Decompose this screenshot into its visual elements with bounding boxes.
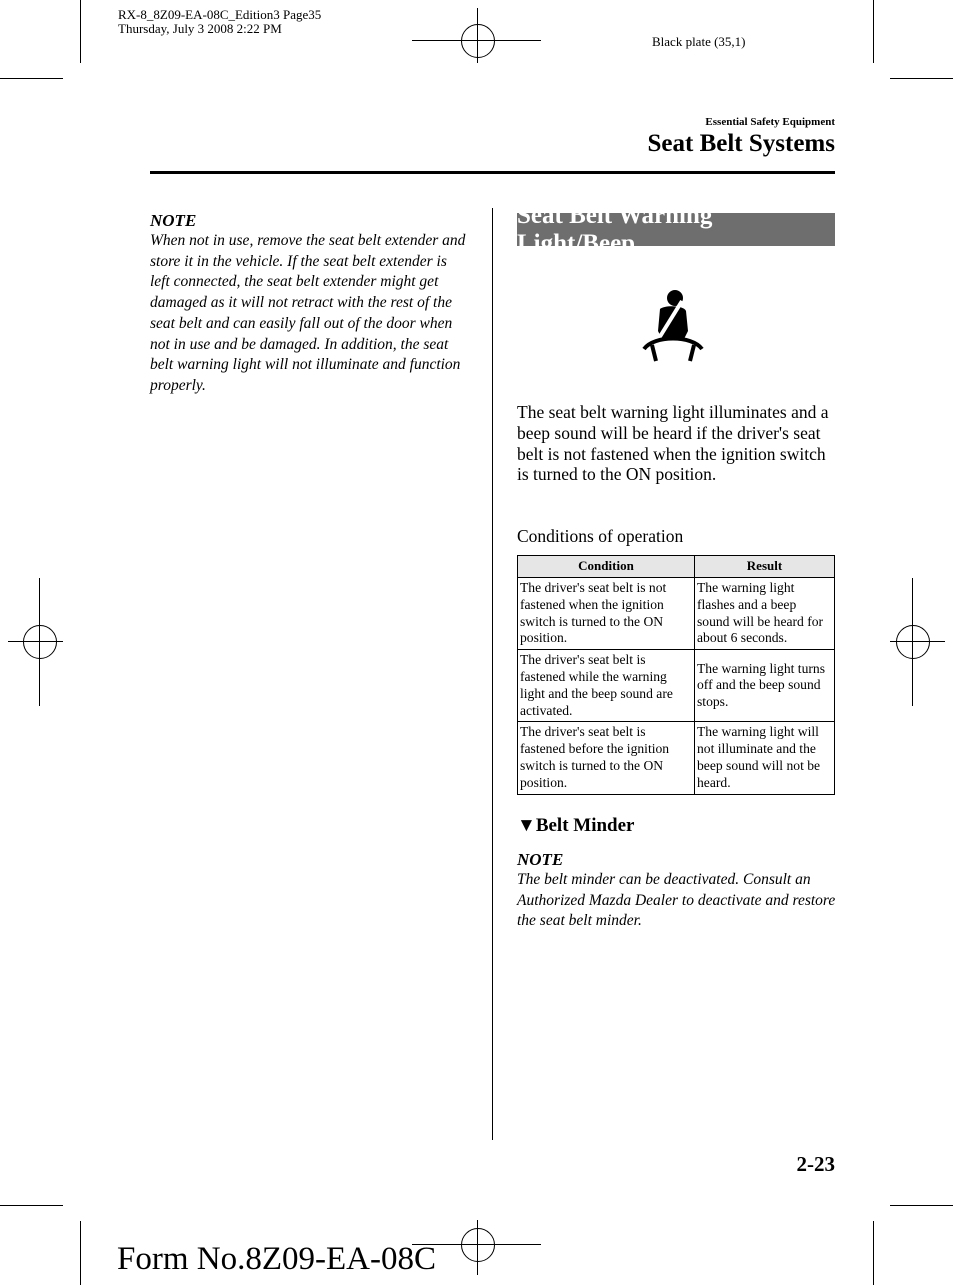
table-header-row <box>518 556 835 578</box>
table-cell-condition: The driver's seat belt is fastened before the ignition switch is turned to the ON position. <box>518 722 695 794</box>
crop-mark <box>0 78 63 79</box>
section-heading: Seat Belt Warning Light/Beep <box>517 213 835 246</box>
crop-mark <box>80 0 81 63</box>
print-info-date: Thursday, July 3 2008 2:22 PM <box>118 21 282 36</box>
header-rule <box>150 171 835 174</box>
note-body: When not in use, remove the seat belt extender and store it in the vehicle. If the seat belt extender is left connected, the seat belt extender might get damaged as it will not retract with the rest of the seat belt and can easily fall out of the door when not in use and be damaged. In addition, the seat belt warning light will not illuminate and function properly. <box>150 232 466 394</box>
note-body: The belt minder can be deactivated. Consult an Authorized Mazda Dealer to deactivate and restore the seat belt minder. <box>517 871 836 930</box>
section-category: Essential Safety Equipment <box>705 116 835 128</box>
plate-label: Black plate (35,1) <box>652 34 746 49</box>
crop-mark <box>873 0 874 63</box>
crop-mark <box>80 1221 81 1285</box>
conditions-table <box>517 555 835 795</box>
extender-note <box>150 211 468 397</box>
table-cell-result: The warning light turns off and the beep sound stops. <box>695 650 835 722</box>
belt-minder-note <box>517 850 837 932</box>
column-header-condition: Condition <box>518 556 695 578</box>
column-header-result: Result <box>695 556 835 578</box>
table-cell-result: The warning light flashes and a beep sound will be heard for about 6 seconds. <box>695 578 835 650</box>
crop-mark <box>890 1205 953 1206</box>
crop-mark <box>873 1221 874 1285</box>
page-number: 2-23 <box>796 1152 835 1176</box>
table-row <box>518 578 835 650</box>
belt-minder-title: Belt Minder <box>535 815 635 836</box>
column-divider <box>492 208 493 1140</box>
print-info <box>118 8 321 36</box>
note-heading: NOTE <box>517 850 564 869</box>
note-heading: NOTE <box>150 211 197 230</box>
crop-mark <box>890 78 953 79</box>
form-number: Form No.8Z09-EA-08C <box>117 1241 436 1277</box>
triangle-down-icon: ▼ <box>517 815 536 836</box>
table-cell-condition: The driver's seat belt is fastened while the warning light and the beep sound are activated. <box>518 650 695 722</box>
table-cell-condition: The driver's seat belt is not fastened when the ignition switch is turned to the ON position. <box>518 578 695 650</box>
conditions-caption: Conditions of operation <box>517 526 684 546</box>
table-row <box>518 650 835 722</box>
warning-description: The seat belt warning light illuminates and a beep sound will be heard if the driver's seat belt is not fastened when the ignition switch is turned to the ON position. <box>517 402 829 485</box>
seat-belt-warning-icon <box>640 285 706 363</box>
crop-mark <box>0 1205 63 1206</box>
table-cell-result: The warning light will not illuminate and the beep sound will not be heard. <box>695 722 835 794</box>
page-title: Seat Belt Systems <box>647 130 835 157</box>
belt-minder-heading <box>517 815 635 837</box>
table-row <box>518 722 835 794</box>
print-info-file: RX-8_8Z09-EA-08C_Edition3 Page35 <box>118 7 322 22</box>
